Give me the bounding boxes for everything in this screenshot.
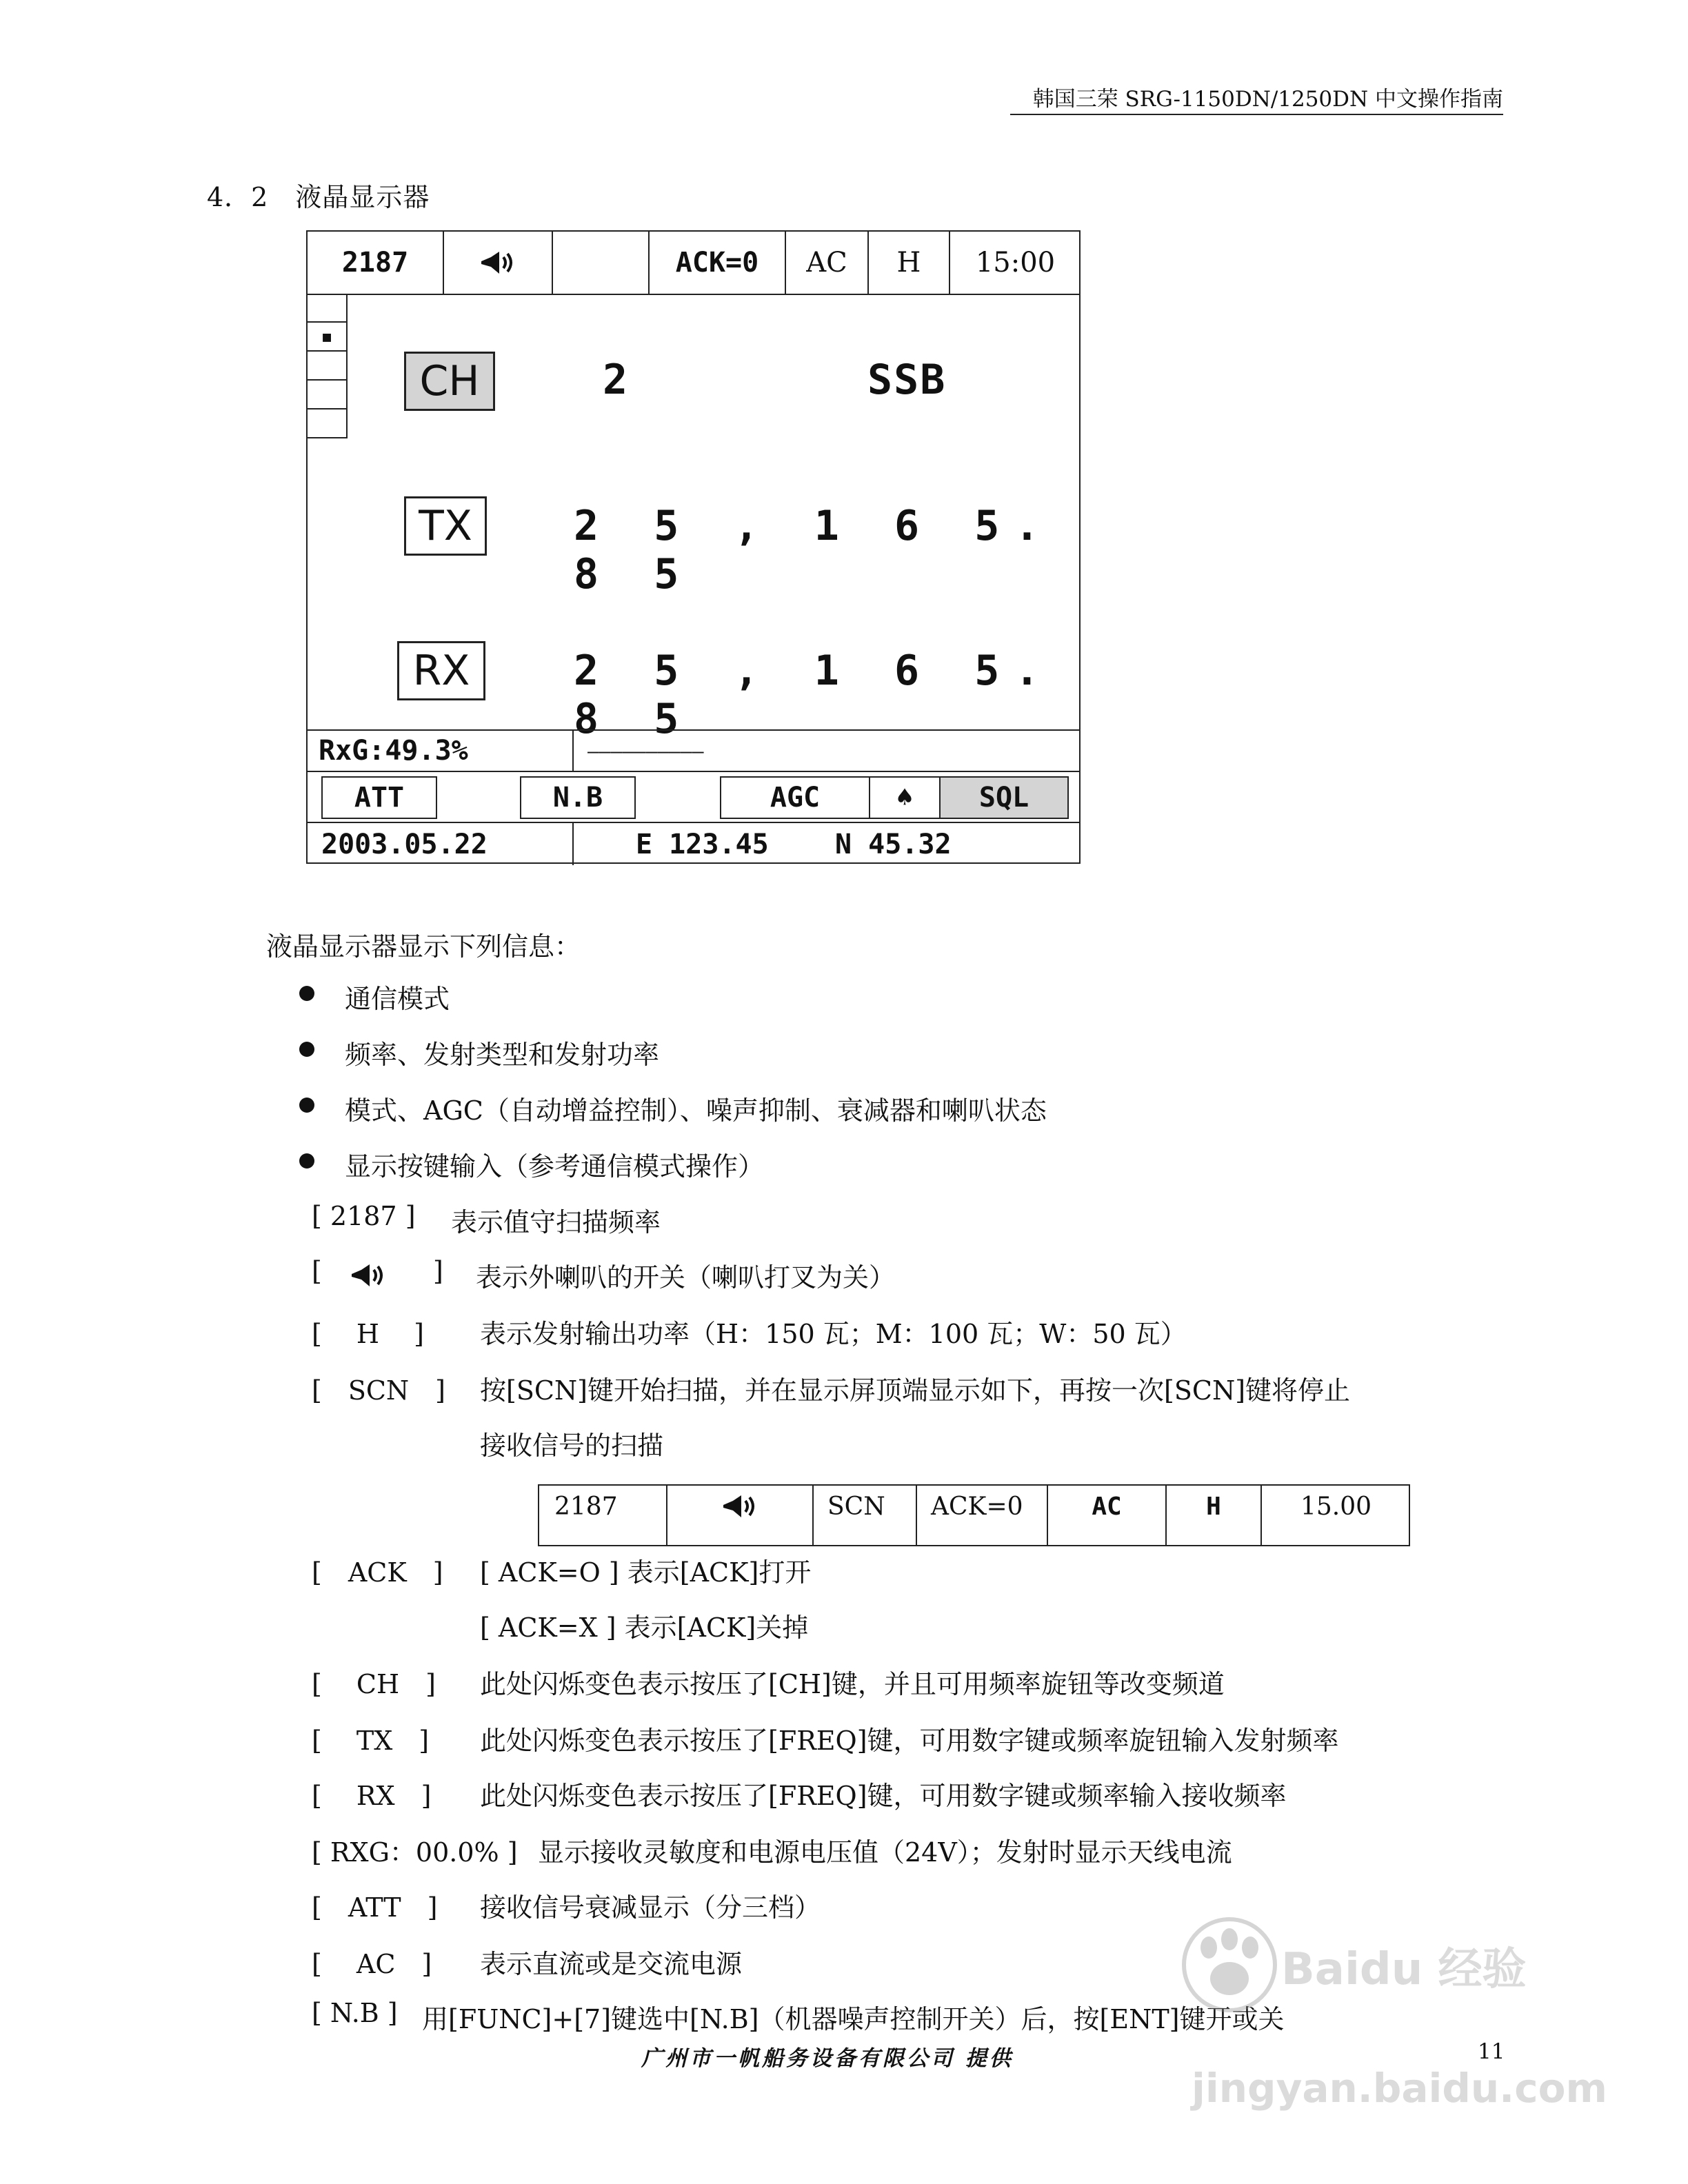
ack-status: ACK=0 [917, 1486, 1048, 1545]
paw-logo-icon [1178, 1913, 1281, 2016]
rxg-value: RxG:49.3% [308, 731, 574, 771]
item-desc: 用[FUNC]+[7]键选中[N.B]（机器噪声控制开关）后，按[ENT]键开或关 [422, 2004, 1285, 2034]
item-key: [ H ] [312, 1319, 424, 1349]
rxg-row [308, 729, 1079, 772]
item-key: [ 2187 ] [312, 1201, 416, 1231]
sidebar-slot-1 [308, 294, 348, 323]
item-desc: 此处闪烁变色表示按压了[CH]键，并且可用频率旋钮等改变频道 [480, 1669, 1225, 1699]
agc-indicator: AGC [720, 776, 870, 819]
lcd-panel [306, 230, 1081, 864]
item-desc: 此处闪烁变色表示按压了[FREQ]键，可用数字键或频率输入接收频率 [480, 1781, 1287, 1811]
rx-label: RX [397, 641, 485, 700]
sidebar-slot-3 [308, 352, 348, 381]
item-desc: 表示发射输出功率（H：150 瓦；M：100 瓦；W：50 瓦） [480, 1319, 1187, 1349]
power-level: H [1167, 1486, 1262, 1545]
bullet-dot [299, 1098, 314, 1113]
power-source: AC [786, 232, 869, 294]
lcd-sidebar [308, 294, 348, 438]
item-key: [ CH ] [312, 1669, 436, 1699]
rx-frequency: 2 5 , 1 6 5. 8 5 [574, 647, 1055, 743]
tx-label: TX [404, 496, 487, 556]
bullet-item: 显示按键输入（参考通信模式操作） [345, 1151, 765, 1182]
item-desc: 显示接收灵敏度和电源电压值（24V）；发射时显示天线电流 [538, 1837, 1232, 1868]
nb-indicator: N.B [520, 776, 636, 819]
item-key: [ AC ] [312, 1949, 432, 1979]
speaker-icon [444, 232, 553, 294]
baidu-watermark [1178, 1906, 1607, 2134]
section-title: 4．2 液晶显示器 [207, 182, 430, 212]
bullet-item: 通信模式 [345, 984, 450, 1014]
clock: 15.00 [1300, 1493, 1372, 1521]
item-key: [ SCN ] [312, 1375, 446, 1406]
sidebar-marker: ■ [308, 323, 348, 352]
scan-status: SCN [814, 1486, 917, 1545]
scan-freq: 2187 [539, 1486, 667, 1545]
sidebar-slot-5 [308, 410, 348, 438]
speaker-icon [667, 1486, 814, 1545]
sql-indicator: SQL [939, 776, 1069, 819]
page-footer: 广州市一帆船务设备有限公司 提供 [641, 2046, 1014, 2071]
scan-freq: 2187 [308, 232, 444, 294]
item-desc: 表示值守扫描频率 [451, 1207, 661, 1237]
bullet-dot [299, 1042, 314, 1057]
ack-status: ACK=0 [650, 232, 786, 294]
item-key: [ RX ] [312, 1781, 432, 1811]
item-desc: [ ACK=O ] 表示[ACK]打开 [480, 1557, 812, 1588]
page-number: 11 [1478, 2039, 1505, 2064]
item-desc: 此处闪烁变色表示按压了[FREQ]键，可用数字键或频率旋钮输入发射频率 [480, 1726, 1339, 1756]
spade-icon: ♠ [870, 776, 939, 819]
date-value: 2003.05.22 [308, 823, 574, 865]
rxg-bar: —————————— [587, 739, 704, 762]
mode-value: SSB [867, 356, 947, 404]
ch-label: CH [404, 352, 495, 411]
item-desc-cont: 接收信号的扫描 [480, 1430, 664, 1461]
item-key: [ ACK ] [312, 1557, 443, 1588]
top-empty-cell [553, 232, 650, 294]
intro-text: 液晶显示器显示下列信息： [266, 931, 581, 962]
bullet-dot [299, 986, 314, 1001]
bullet-item: 频率、发射类型和发射功率 [345, 1040, 660, 1070]
item-key-close: ] [433, 1256, 443, 1286]
item-key: [ N.B ] [312, 1998, 398, 2028]
item-desc: 表示外喇叭的开关（喇叭打叉为关） [476, 1262, 896, 1293]
att-indicator: ATT [321, 776, 437, 819]
item-desc-cont: [ ACK=X ] 表示[ACK]关掉 [480, 1612, 809, 1643]
item-desc: 表示直流或是交流电源 [480, 1949, 743, 1979]
sidebar-slot-4 [308, 381, 348, 410]
item-key: [ ATT ] [312, 1892, 438, 1923]
watermark-brand: Baidu 经验 [1281, 1944, 1527, 1995]
watermark-url: jingyan.baidu.com [1192, 2065, 1607, 2112]
footer-row [308, 823, 1079, 865]
power-level: H [869, 232, 950, 294]
clock: 15:00 [975, 247, 1056, 279]
speaker-icon [349, 1262, 388, 1292]
scan-display-table [538, 1484, 1410, 1546]
channel-value: 2 [603, 356, 630, 404]
bullet-dot [299, 1153, 314, 1169]
lcd-top-row [308, 232, 1079, 295]
gps-coords: E 123.45 N 45.32 [636, 828, 952, 860]
item-desc: 按[SCN]键开始扫描，并在显示屏顶端显示如下，再按一次[SCN]键将停止 [480, 1375, 1351, 1406]
tx-frequency: 2 5 , 1 6 5. 8 5 [574, 502, 1055, 598]
status-row [308, 772, 1079, 823]
item-desc: 接收信号衰减显示（分三档） [480, 1892, 821, 1923]
item-key: [ RXG：00.0% ] [312, 1837, 518, 1868]
item-key: [ TX ] [312, 1726, 430, 1756]
power-source: AC [1048, 1486, 1167, 1545]
page-header: 韩国三荣 SRG-1150DN/1250DN 中文操作指南 [1010, 81, 1503, 115]
bullet-item: 模式、AGC（自动增益控制）、噪声抑制、衰减器和喇叭状态 [345, 1095, 1047, 1126]
item-key-open: [ [312, 1256, 322, 1286]
